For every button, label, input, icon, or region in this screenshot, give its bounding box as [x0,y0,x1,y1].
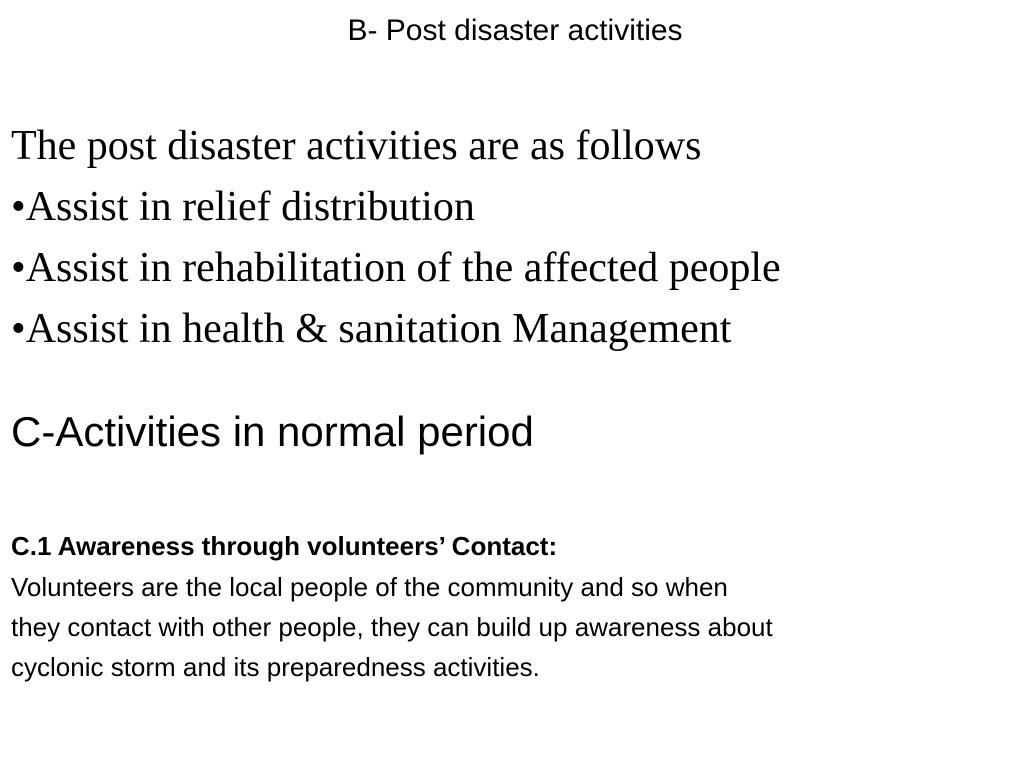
c1-body-line: they contact with other people, they can build up awareness about [11,612,773,642]
post-disaster-intro: The post disaster activities are as follows [11,123,702,169]
list-item-health-sanitation: •Assist in health & sanitation Management [11,306,732,352]
c1-body-line: Volunteers are the local people of the community and so when [11,572,728,602]
section-c-heading: C-Activities in normal period [11,408,534,455]
list-item-rehabilitation: •Assist in rehabilitation of the affected people [11,245,781,291]
post-disaster-list [11,116,781,360]
c1-body-line: cyclonic storm and its preparedness activities. [11,652,540,682]
list-item-relief-distribution: •Assist in relief distribution [11,184,475,230]
section-b-heading: B- Post disaster activities [347,14,683,47]
subsection-c1-title: C.1 Awareness through volunteers’ Contact: [11,531,558,561]
subsection-c1-body [11,567,773,687]
